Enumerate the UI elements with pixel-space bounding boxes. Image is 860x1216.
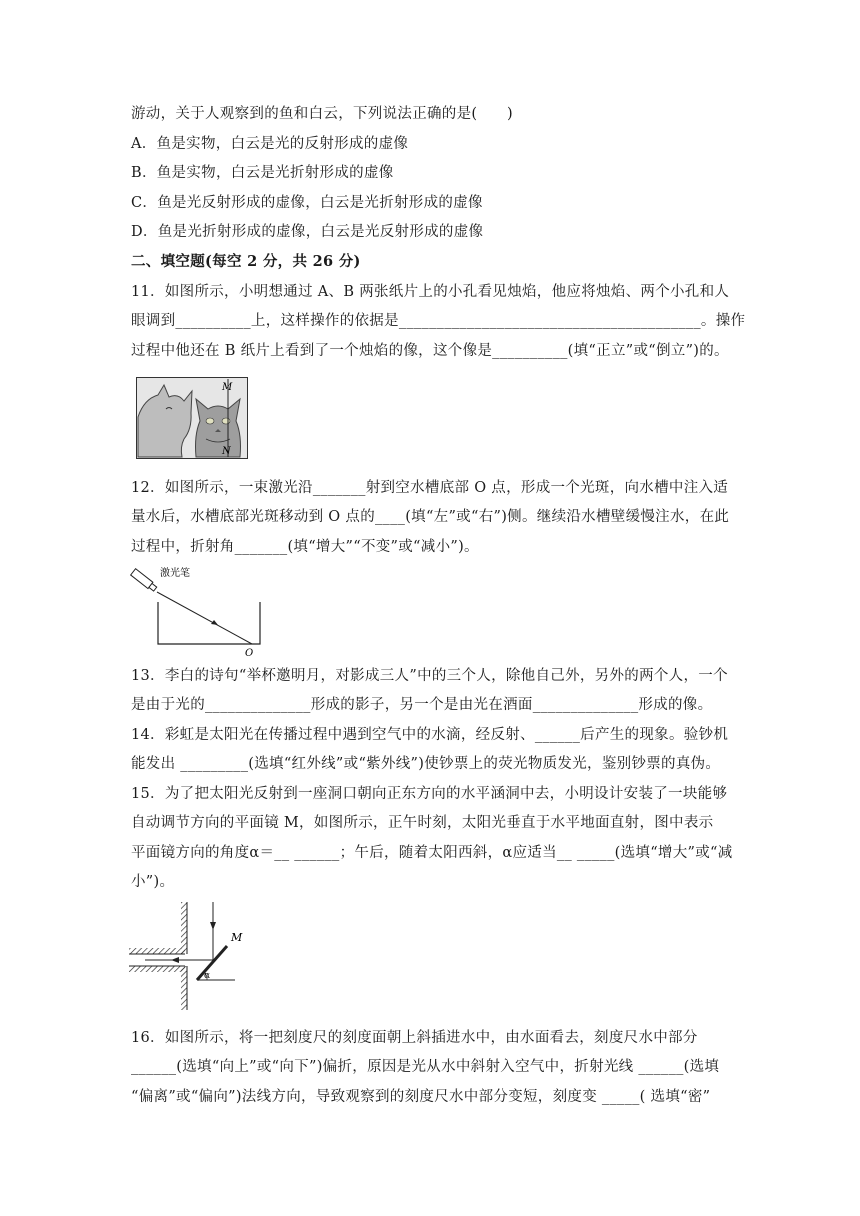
- q16-line-3: “偏离”或“偏向”)法线方向，导致观察到的刻度尺水中部分变短，刻度变 _____( 选填“密”: [131, 1089, 711, 1105]
- q13-line-1: 13．李白的诗句“举杯邀明月，对影成三人”中的三个人，除他自己外，另外的两个人，一个: [131, 668, 728, 684]
- q10-option-a: A．鱼是实物，白云是光的反射形成的虚像: [131, 136, 409, 152]
- q15-line-3: 平面镜方向的角度α＝__ ______；午后，随着太阳西斜，α应适当__ _____(选填“增大”或“减: [131, 845, 733, 861]
- q11-line-2: 眼调到__________上，这样操作的依据是________________________________________。操作: [131, 313, 746, 329]
- q15-line-2: 自动调节方向的平面镜 M，如图所示，正午时刻，太阳光垂直于水平地面直射，图中表示: [131, 815, 714, 831]
- q11-line-1: 11．如图所示，小明想通过 A、B 两张纸片上的小孔看见烛焰，他应将烛焰、两个小孔和人: [131, 284, 730, 300]
- q11-line-3: 过程中他还在 B 纸片上看到了一个烛焰的像，这个像是__________(填“正立”或“倒立”)的。: [131, 343, 729, 359]
- q12-line-2: 量水后，水槽底部光斑移动到 O 点的____(填“左”或“右”)侧。继续沿水槽壁缓慢注水，在此: [131, 509, 730, 525]
- q16-line-2: ______(选填“向上”或“向下”)偏折，原因是光从水中斜射入空气中，折射光线 ______(选填: [131, 1059, 720, 1075]
- q12-line-1: 12．如图所示，一束激光沿_______射到空水槽底部 O 点，形成一个光斑，向水槽中注入适: [131, 480, 729, 496]
- q10-option-d: D．鱼是光折射形成的虚像，白云是光反射形成的虚像: [131, 224, 484, 240]
- section-title: 二、填空题(每空 2 分，共 26 分): [131, 253, 361, 270]
- q15-line-1: 15．为了把太阳光反射到一座洞口朝向正东方向的水平涵洞中去，小明设计安装了一块能够: [131, 786, 728, 802]
- q12-figure-laser-tank: [127, 562, 267, 658]
- q15-label-alpha: α: [204, 971, 211, 981]
- q14-line-1: 14．彩虹是太阳光在传播过程中遇到空气中的水滴，经反射、______后产生的现象。验钞机: [131, 727, 729, 743]
- q13-line-2: 是由于光的______________形成的影子，另一个是由光在酒面______________形成的像。: [131, 697, 713, 713]
- q11-label-m: M: [222, 382, 233, 393]
- q11-figure-cat-mirror: [136, 377, 248, 459]
- q16-line-1: 16．如图所示，将一把刻度尺的刻度面朝上斜插进水中，由水面看去，刻度尺水中部分: [131, 1030, 698, 1046]
- q10-stem-tail: 游动，关于人观察到的鱼和白云，下列说法正确的是( ): [131, 106, 513, 122]
- q12-pen-label: 激光笔: [160, 568, 190, 579]
- q10-option-c: C．鱼是光反射形成的虚像，白云是光折射形成的虚像: [131, 195, 483, 211]
- q12-line-3: 过程中，折射角_______(填“增大”“不变”或“减小”)。: [131, 539, 479, 555]
- q15-figure-mirror-tunnel: [127, 900, 252, 1012]
- q15-label-m: M: [231, 931, 243, 944]
- q10-option-b: B．鱼是实物，白云是光折射形成的虚像: [131, 165, 394, 181]
- q11-label-n: N: [222, 446, 231, 457]
- q15-line-4: 小”)。: [131, 874, 175, 890]
- q14-line-2: 能发出 _________(选填“红外线”或“紫外线”)使钞票上的荧光物质发光，鉴别钞票的真伪。: [131, 756, 721, 772]
- q12-point-o: O: [245, 648, 254, 658]
